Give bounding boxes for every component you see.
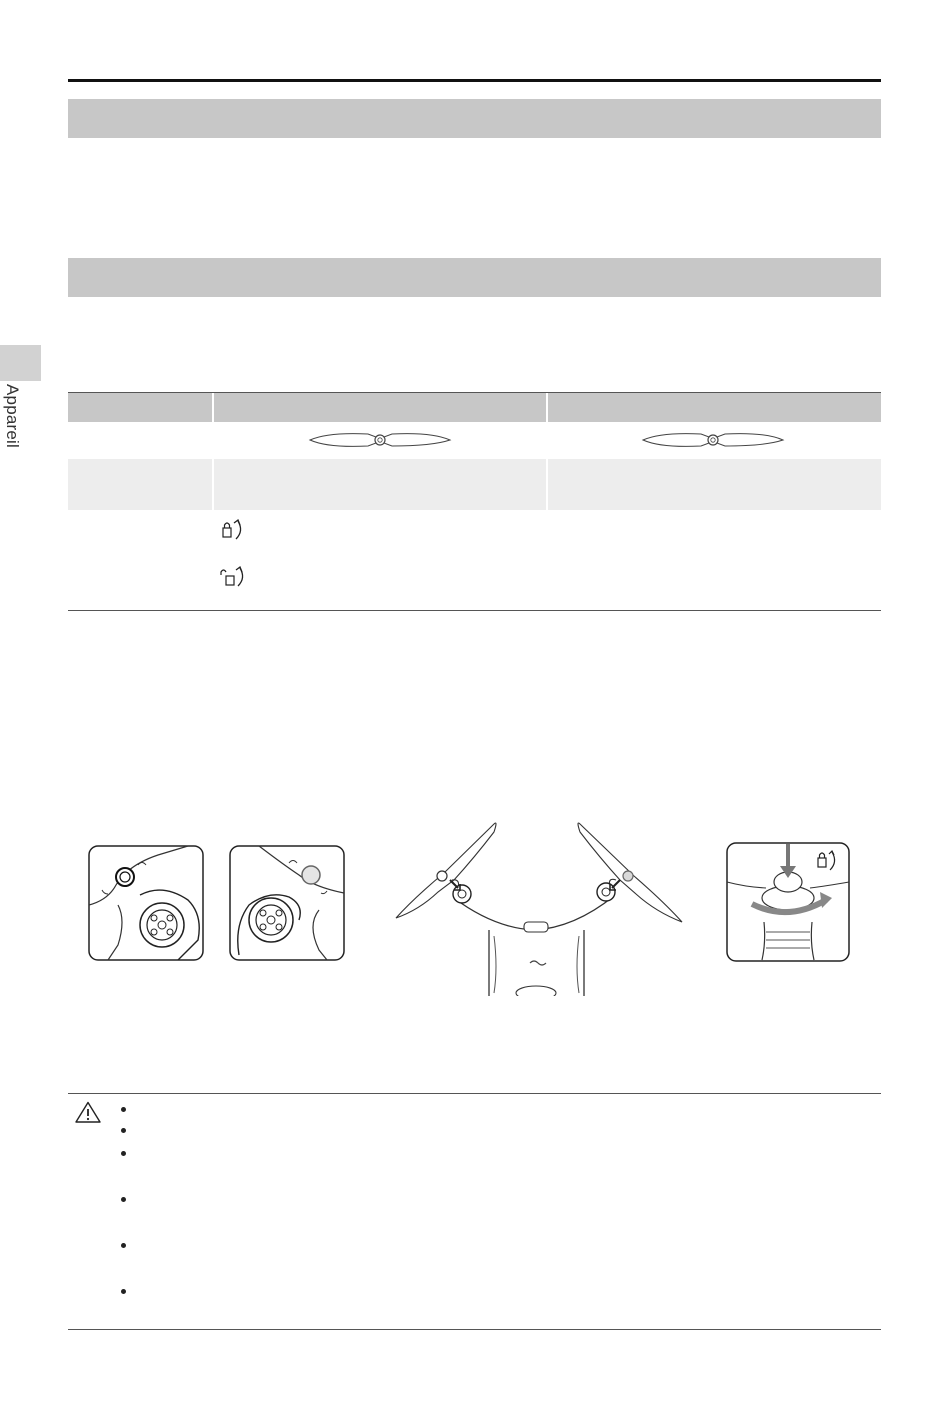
table-header-divider [546,393,548,422]
motor-silver-dot-illustration [229,845,345,961]
section-heading-band-1 [68,99,881,138]
table-bottom-rule [68,610,881,611]
table-header [68,393,881,422]
lock-rotate-icon [220,517,248,543]
press-rotate-illustration [726,842,850,962]
warning-bullet [121,1197,126,1202]
propeller-image-left [308,426,452,454]
drone-propellers-illustration [394,818,684,996]
section-heading-band-2 [68,258,881,297]
side-tab-label: Appareil [3,384,22,448]
table-row-band [68,459,881,510]
warning-bullet [121,1151,126,1156]
side-tab [0,345,41,381]
top-rule [68,79,881,82]
warning-bottom-rule [68,1329,881,1330]
propeller-image-right [641,426,785,454]
table-row-divider [212,459,214,510]
table-row-divider [546,459,548,510]
unlock-rotate-icon [218,564,248,590]
warning-triangle-icon [75,1101,101,1123]
table-header-divider [212,393,214,422]
warning-bullet [121,1128,126,1133]
warning-bullet [121,1107,126,1112]
warning-top-rule [68,1093,881,1094]
warning-bullet [121,1289,126,1294]
motor-black-dot-illustration [88,845,204,961]
warning-bullet [121,1243,126,1248]
